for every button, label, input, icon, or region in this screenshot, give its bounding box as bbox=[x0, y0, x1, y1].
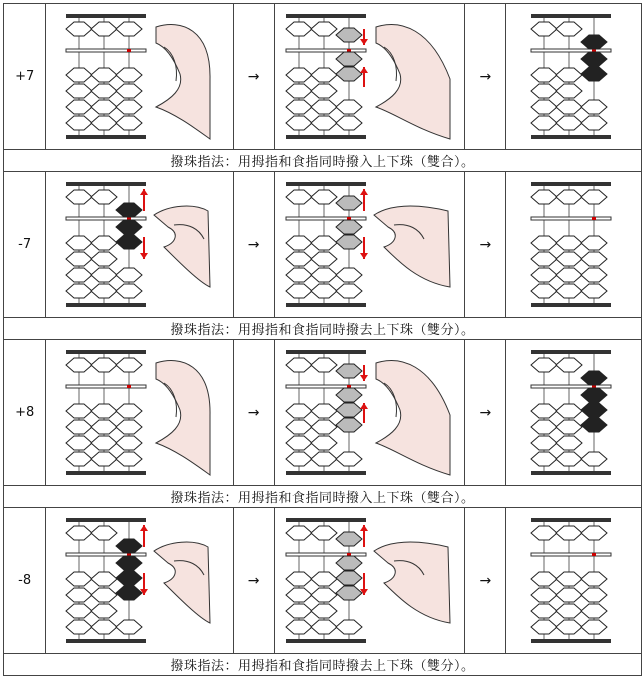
fingering-caption: 撥珠指法：用拇指和食指同時撥去上下珠（雙分）。 bbox=[4, 318, 642, 340]
abacus-during bbox=[274, 340, 465, 486]
abacus-illustration bbox=[284, 9, 454, 144]
caption-row bbox=[4, 150, 642, 172]
row-plus-8 bbox=[4, 340, 642, 486]
abacus-during bbox=[274, 4, 465, 150]
abacus-result bbox=[506, 4, 642, 150]
abacus-result bbox=[506, 172, 642, 318]
row-plus-7 bbox=[4, 4, 642, 150]
abacus-illustration bbox=[529, 9, 619, 144]
abacus-illustration bbox=[284, 177, 454, 312]
abacus-result bbox=[506, 508, 642, 654]
abacus-before bbox=[46, 340, 233, 486]
operation-label: -7 bbox=[4, 172, 46, 318]
step-arrow: → bbox=[233, 4, 274, 150]
step-arrow: → bbox=[233, 172, 274, 318]
fingering-caption: 撥珠指法：用拇指和食指同時撥入上下珠（雙合）。 bbox=[4, 150, 642, 172]
operation-label: +7 bbox=[4, 4, 46, 150]
abacus-illustration bbox=[529, 177, 619, 312]
abacus-illustration bbox=[529, 513, 619, 648]
fingering-caption: 撥珠指法：用拇指和食指同時撥去上下珠（雙分）。 bbox=[4, 654, 642, 676]
operation-label: -8 bbox=[4, 508, 46, 654]
step-arrow: → bbox=[465, 172, 506, 318]
abacus-before bbox=[46, 172, 233, 318]
step-arrow: → bbox=[233, 508, 274, 654]
step-arrow: → bbox=[233, 340, 274, 486]
caption-row bbox=[4, 318, 642, 340]
abacus-illustration bbox=[64, 177, 214, 312]
abacus-illustration bbox=[284, 513, 454, 648]
abacus-illustration bbox=[64, 9, 214, 144]
caption-row bbox=[4, 654, 642, 676]
operation-label: +8 bbox=[4, 340, 46, 486]
abacus-before bbox=[46, 508, 233, 654]
abacus-illustration bbox=[64, 345, 214, 480]
abacus-illustration bbox=[529, 345, 619, 480]
step-arrow: → bbox=[465, 340, 506, 486]
row-minus-8 bbox=[4, 508, 642, 654]
step-arrow: → bbox=[465, 4, 506, 150]
abacus-during bbox=[274, 508, 465, 654]
abacus-during bbox=[274, 172, 465, 318]
row-minus-7 bbox=[4, 172, 642, 318]
abacus-instruction-table bbox=[3, 3, 642, 676]
step-arrow: → bbox=[465, 508, 506, 654]
abacus-result bbox=[506, 340, 642, 486]
abacus-illustration bbox=[64, 513, 214, 648]
abacus-before bbox=[46, 4, 233, 150]
abacus-illustration bbox=[284, 345, 454, 480]
fingering-caption: 撥珠指法：用拇指和食指同時撥入上下珠（雙合）。 bbox=[4, 486, 642, 508]
caption-row bbox=[4, 486, 642, 508]
